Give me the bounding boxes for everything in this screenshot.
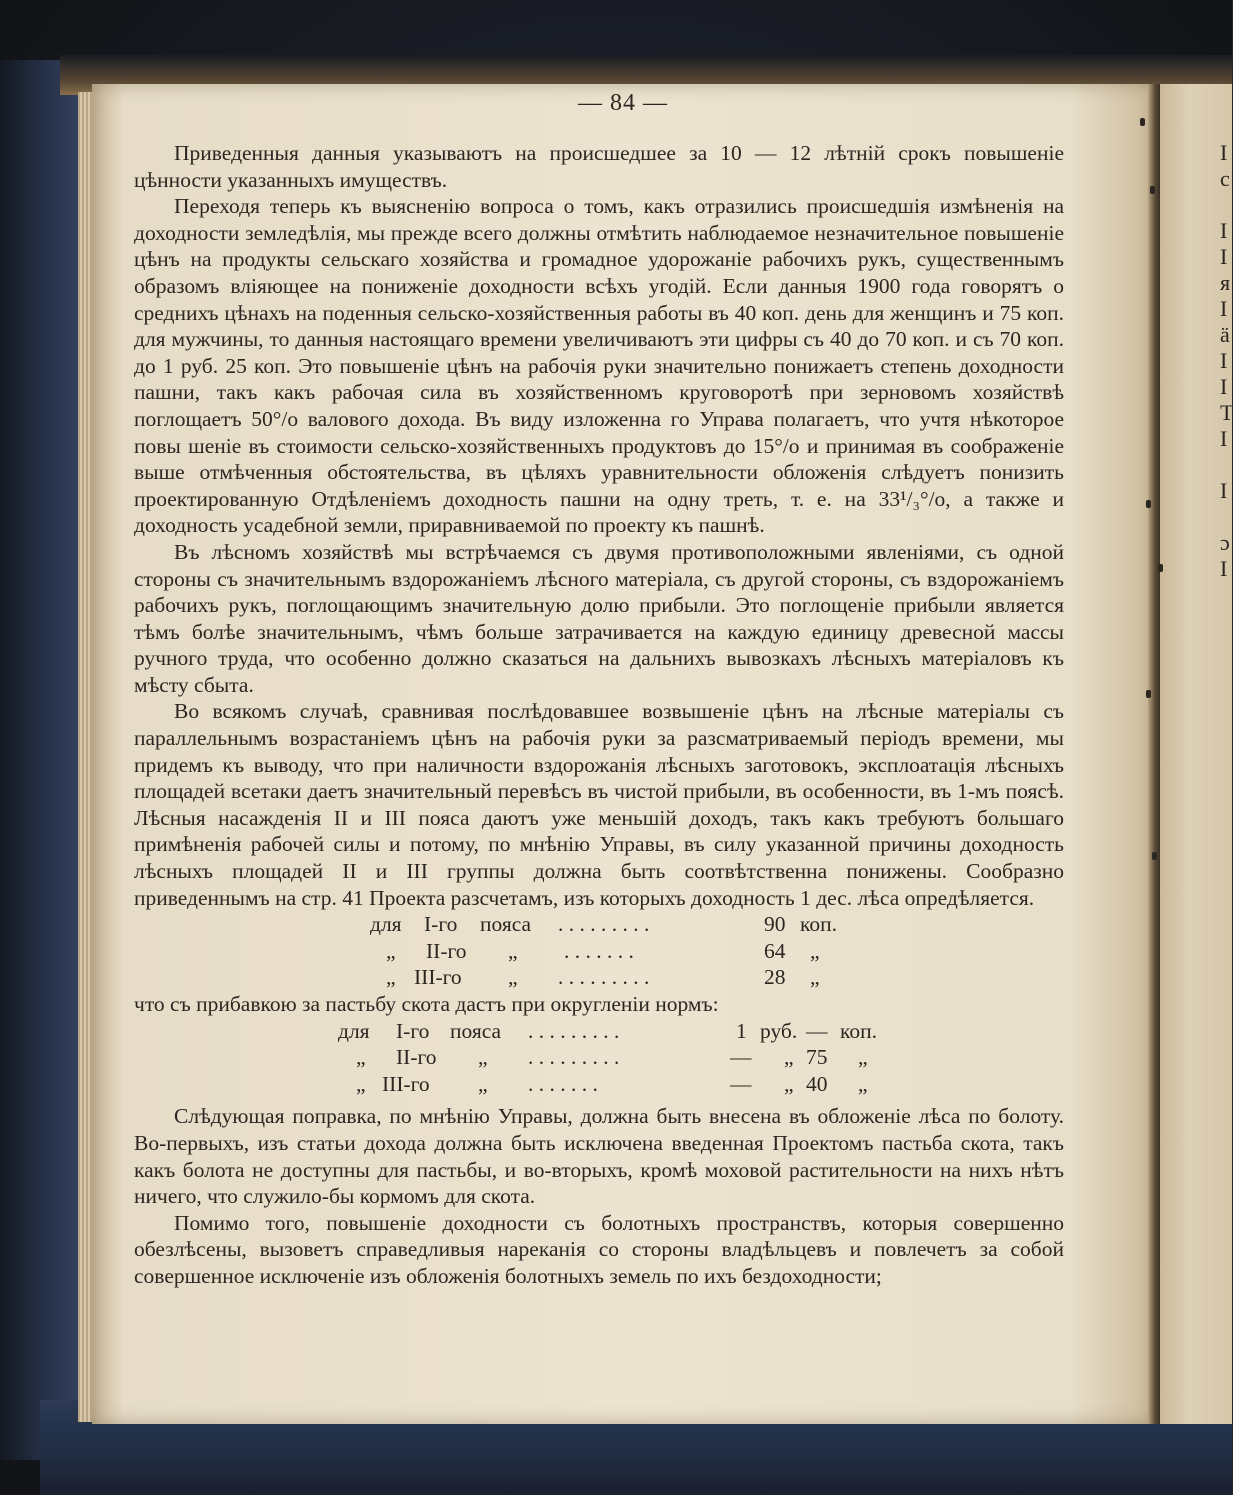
right-page-letter: I [1220,374,1228,399]
right-page-letter: я [1220,270,1231,295]
paragraph-3: Въ лѣсномъ хозяйствѣ мы встрѣчаемся съ двумя противоположными явленіями, съ одной стороны съ значительнымъ вздорожаніемъ лѣсного матеріала, съ другой стороны, съ вздорожаніемъ рабочихъ рукъ, поглощающимъ значительную долю прибыли. Это поглощеніе прибыли является тѣмъ болѣе значительнымъ, чѣмъ больше затрачивается на каждую единицу древесной массы ручного труда, что особенно должно сказаться на дальнихъ вывозкахъ лѣсныхъ матеріаловъ къ мѣсту сбыта. [134,539,1064,697]
right-page-letter: T [1220,400,1233,425]
middle-line: что съ прибавкою за пастьбу скота дастъ при округленіи нормъ: [134,992,719,1016]
right-page-letter: ä [1220,322,1230,347]
paragraph-4: Во всякомъ случаѣ, сравнивая послѣдовавшее возвышеніе цѣнъ на лѣсные матеріалы съ параллельнымъ возрастаніемъ цѣнъ на рабочія руки за разсматриваемый періодъ времени, мы придемъ къ выводу, что при наличности вздорожанія лѣсныхъ заготовокъ, эксплоатація лѣсныхъ площадей всетаки даетъ значительный перевѣсъ въ чистой прибыли, въ особенности, въ 1-мъ поясѣ. Лѣсныя насажденія II и III пояса даютъ уже меньшій доходъ, такъ какъ требуютъ большаго примѣненія рабочей силы и потому, по мнѣнію Управы, въ силу указанной причины доходность лѣсныхъ площадей II и III группы должна быть соотвѣтственна понижены. Сообразно приведеннымъ на стр. 41 Проекта разсчетамъ, изъ которыхъ доходность 1 дес. лѣса опредѣляется. [134,699,1064,910]
page-body [134,140,1064,1290]
gutter-mark [1140,118,1145,126]
right-page-letter [1220,504,1232,530]
paragraph-1: Приведенныя данныя указываютъ на происшедшее за 10 — 12 лѣтній срокъ повышеніе цѣнности указанныхъ имуществъ. [134,141,1064,192]
gutter-mark [1146,500,1151,508]
right-page-letter: I [1220,478,1228,503]
gutter-mark [1150,186,1155,194]
right-page-letters [1220,140,1232,582]
table2-row: для I-го пояса . . . . . . . . . 1 руб. — коп. [338,1018,877,1043]
right-page-letter: I [1220,556,1228,581]
right-page-letter: I [1220,244,1228,269]
gutter-mark [1158,564,1163,572]
right-page-letter: I [1220,140,1228,165]
table1-row: „ II-го „ . . . . . . . 64 „ [386,938,820,963]
table1-row: „ III-го „ . . . . . . . . . 28 „ [386,965,820,990]
page-number: — 84 — [578,90,668,116]
right-page-letter: I [1220,296,1228,321]
right-page-letter: I [1220,348,1228,373]
right-page-letter: c [1220,166,1230,191]
forest-income-table-2 [134,1018,1064,1098]
table2-row: „ III-го „ . . . . . . . — „ 40 „ [356,1071,868,1096]
right-page-letter: I [1220,426,1228,451]
right-page-letter [1220,192,1232,218]
table2-row: „ II-го „ . . . . . . . . . — „ 75 „ [356,1045,868,1070]
right-page-letter: I [1220,218,1228,243]
gutter-mark [1152,852,1157,860]
right-page-letter [1220,452,1232,478]
table1-row: для I-го пояса . . . . . . . . . 90 коп. [370,912,837,937]
paragraph-5: Слѣдующая поправка, по мнѣнію Управы, должна быть внесена въ обложеніе лѣса по болоту. Во-первыхъ, изъ статьи дохода должна быть исключена введенная Проектомъ пастьба скота, такъ какъ болота не доступны для пастьбы, и во-вторыхъ, кромѣ моховой растительности на нихъ нѣтъ ничего, что служило-бы кормомъ для скота. [134,1104,1064,1209]
forest-income-table-1 [134,911,1064,991]
paragraph-6: Помимо того, повышеніе доходности съ болотныхъ пространствъ, которыя совершенно обезлѣсены, вызоветъ справедливыя нареканія со стороны владѣльцевъ и повлечетъ за собой совершенное исключеніе изъ обложенія болотныхъ земель по ихъ бездоходности; [134,1210,1064,1288]
right-page-letter: ɔ [1220,530,1230,555]
gutter-mark [1146,690,1151,698]
paragraph-2: Переходя теперь къ выясненію вопроса о томъ, какъ отразились происшедшія измѣненія на доходности земледѣлія, мы прежде всего должны отмѣтить наблюдаемое незначительное повышеніе цѣнъ на продукты сельскаго хозяйства и громадное удорожаніе рабочихъ рукъ, существеннымъ образомъ вліяющее на пониженіе доходности всѣхъ угодій. Если данныя 1900 года говорятъ о среднихъ цѣнахъ на поденныя сельско-хозяйственныя работы въ 40 коп. день для женщинъ и 75 коп. для мужчины, то данныя настоящаго времени увеличиваютъ эти цифры съ 40 до 70 коп. и съ 70 коп. до 1 руб. 25 коп. Это повышеніе цѣнъ на рабочія руки значительно понижаетъ степень доходности пашни, такъ какъ рабочая сила въ хозяйственномъ круговоротѣ при зерновомъ хозяйствѣ поглощаетъ 50°/о валового дохода. Въ виду изложенна го Управа полагаетъ, что учтя нѣкоторое повы шеніе въ стоимости сельско-хозяйственныхъ продуктовъ до 15°/о и принимая въ соображеніе выше отмѣченныя обстоятельства, въ цѣляхъ уравнительности обложенія слѣдуетъ понизить проектированную Отдѣленіемъ доходность пашни на одну треть, т. е. на 33¹/₃°/о, а также и доходность усадебной земли, приравниваемой по проекту къ пашнѣ. [134,194,1064,538]
